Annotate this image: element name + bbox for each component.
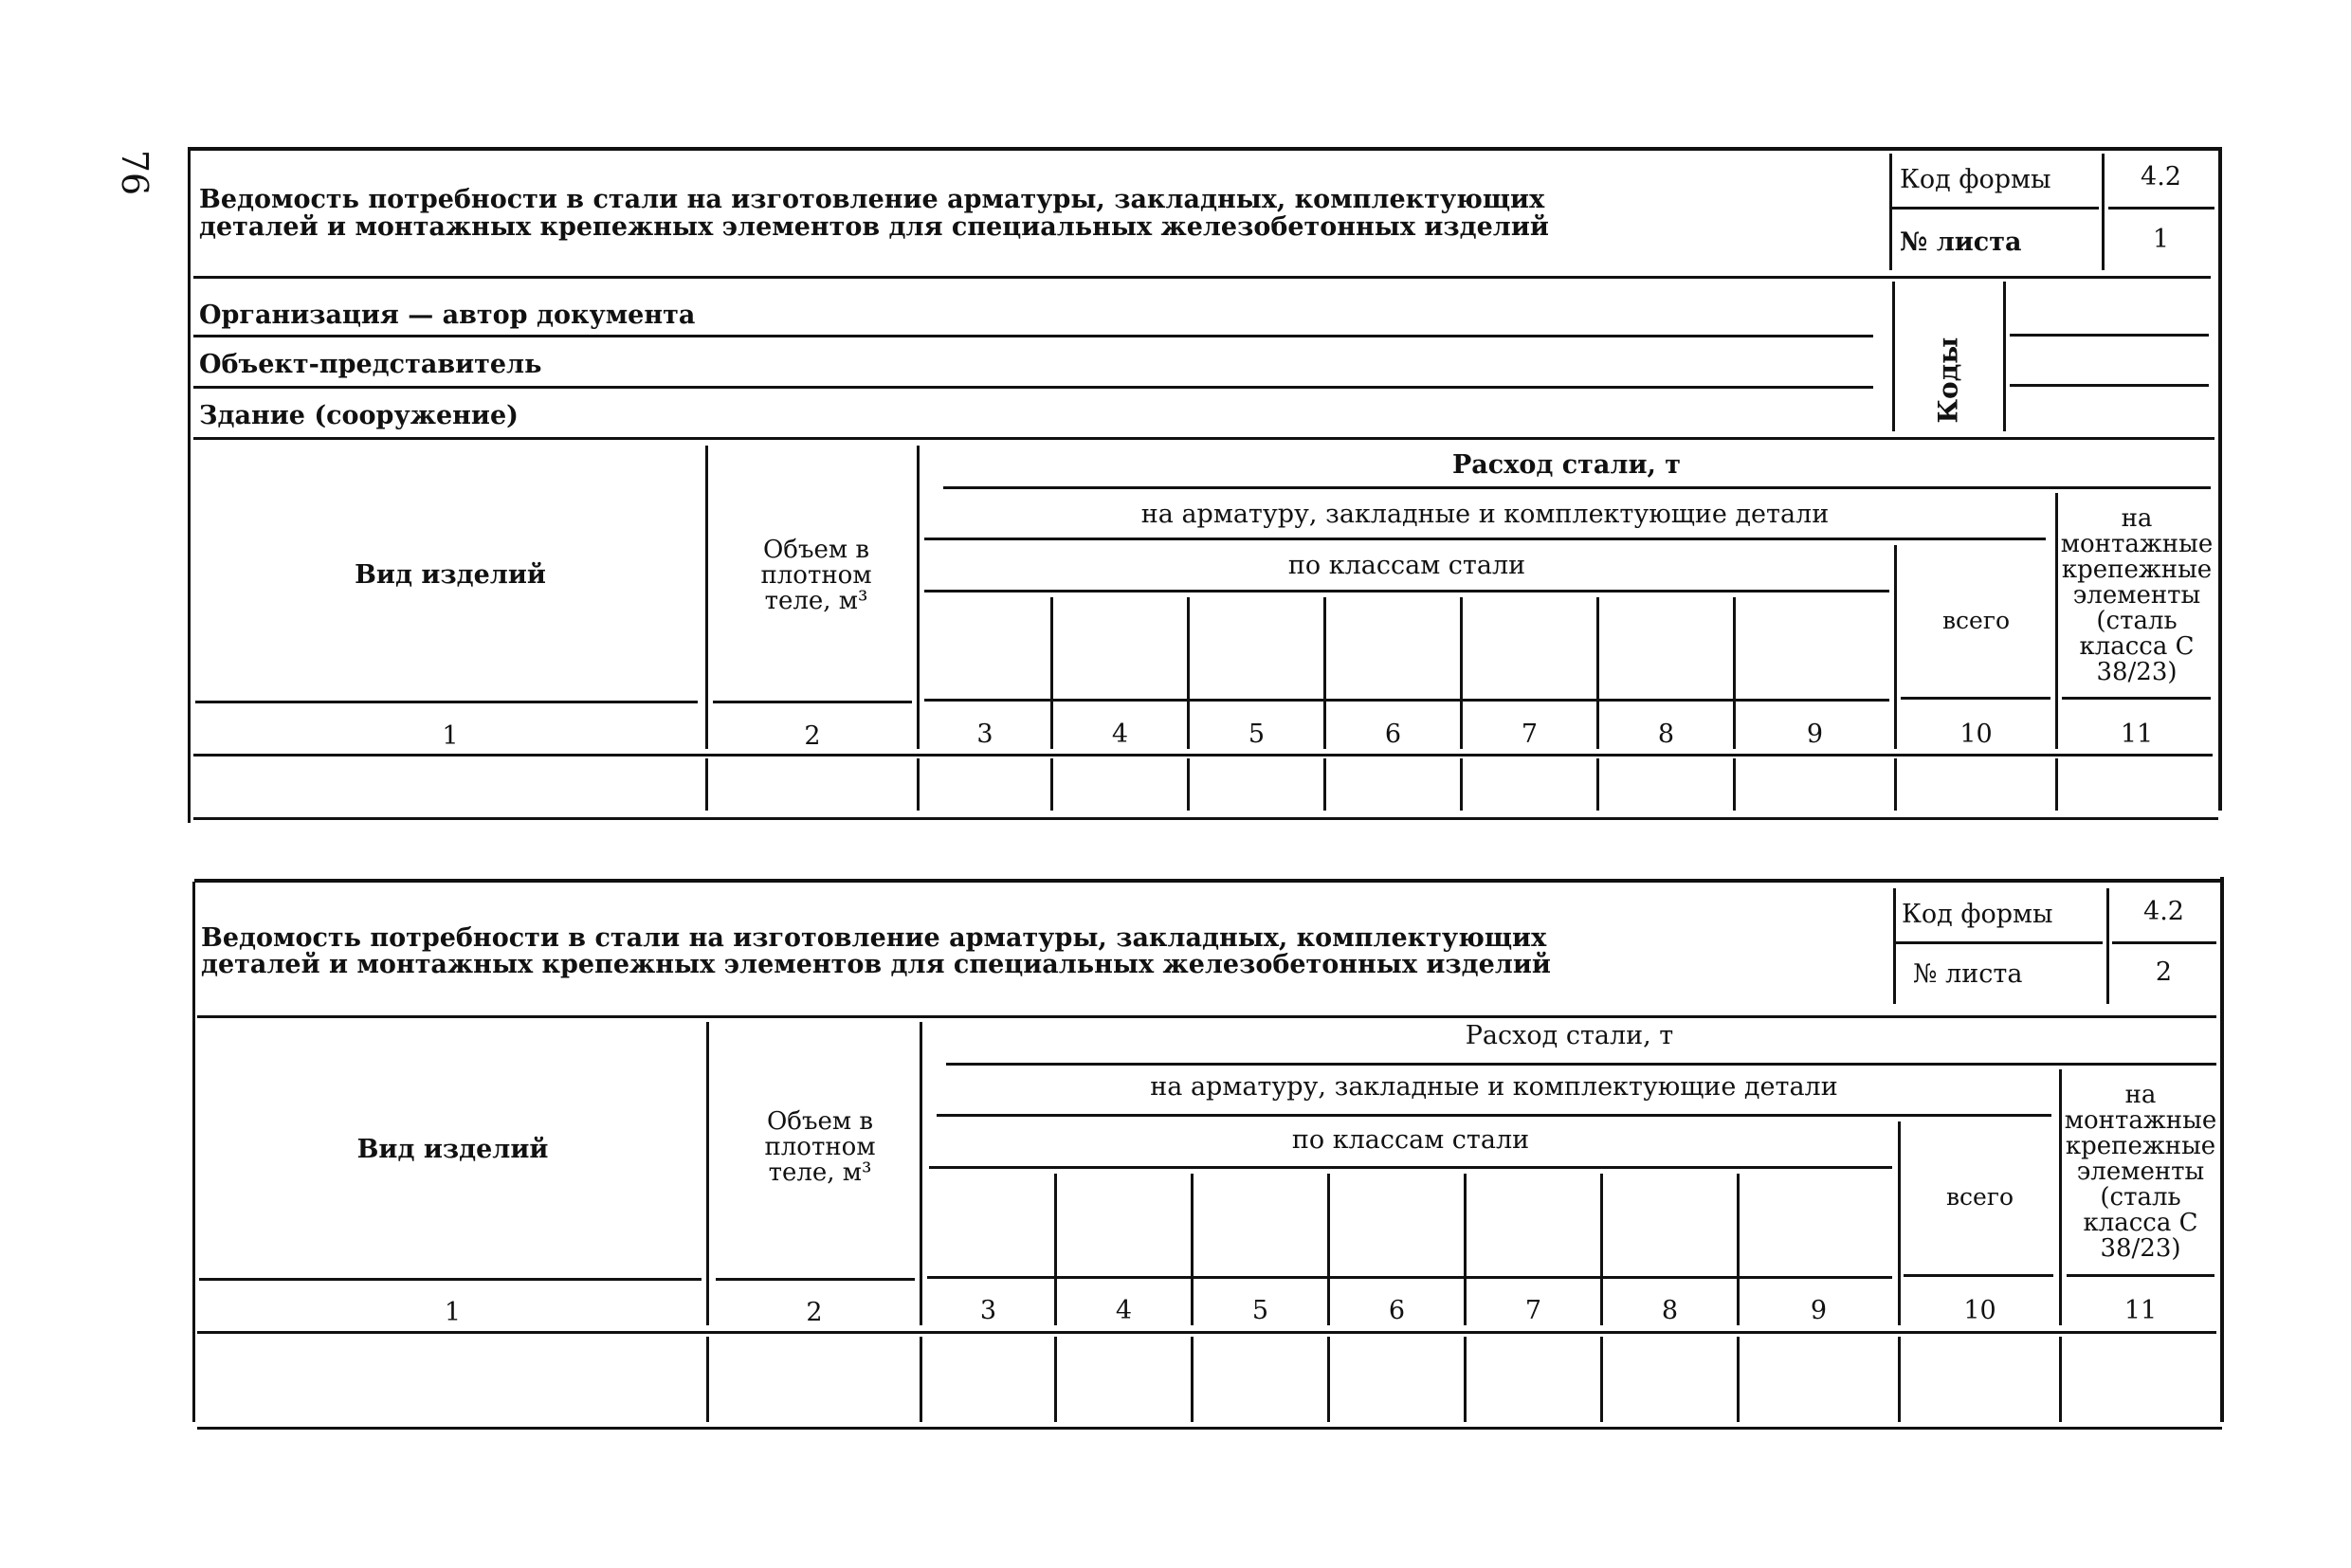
form-1-object-label: Объект-представитель <box>199 350 542 379</box>
form-1-sheet-label: № листа <box>1900 228 2022 257</box>
form-2-col-6: 6 <box>1388 1296 1406 1325</box>
form-1-code-label: Код формы <box>1900 165 2051 194</box>
form-1-header-product-type: Вид изделий <box>355 560 546 590</box>
form-1-header-total: всего <box>1941 607 2011 634</box>
form-2-col-4: 4 <box>1115 1296 1133 1325</box>
form-1-col-7: 7 <box>1521 720 1539 749</box>
form-2-col-10: 10 <box>1963 1296 1996 1325</box>
form-2-header-steel-consumption: Расход стали, т <box>1465 1021 1674 1050</box>
form-1-col-2: 2 <box>804 721 821 751</box>
form-2-header-volume: Объем в плотном теле, м³ <box>764 1107 876 1187</box>
form-1-header-mounting: на монтажные крепежные элементы (сталь класса С 38/23) <box>2060 504 2214 686</box>
form-2-col-5: 5 <box>1251 1296 1269 1325</box>
form-1-col-4: 4 <box>1111 720 1129 749</box>
form-1-building-label: Здание (сооружение) <box>199 401 519 430</box>
form-1-org-label: Организация — автор документа <box>199 301 696 330</box>
form-2-col-3: 3 <box>979 1296 997 1325</box>
page-number: 76 <box>114 149 156 196</box>
form-2-header-mounting: на монтажные крепежные элементы (сталь класса С 38/23) <box>2064 1081 2217 1263</box>
form-1-col-3: 3 <box>976 720 993 749</box>
form-2-code-label: Код формы <box>1902 900 2053 929</box>
form-1-col-9: 9 <box>1806 720 1824 749</box>
form-2-col-2: 2 <box>806 1298 823 1327</box>
form-1-col-5: 5 <box>1248 720 1266 749</box>
form-2-header-total: всего <box>1945 1183 2014 1211</box>
form-2-col-7: 7 <box>1524 1296 1542 1325</box>
form-2-col-11: 11 <box>2123 1296 2158 1325</box>
form-1-codes-label: Коды <box>1932 337 1964 424</box>
form-2-code-value: 4.2 <box>2143 897 2184 926</box>
form-2-sheet-value: 2 <box>2155 957 2173 987</box>
form-1-title-line-2: деталей и монтажных крепежных элементов для специальных железобетонных изделий <box>199 212 1549 242</box>
form-1-header-by-steel-class: по классам стали <box>1287 551 1526 580</box>
form-1-col-6: 6 <box>1384 720 1402 749</box>
form-1-col-10: 10 <box>1959 720 1993 749</box>
form-1-col-11: 11 <box>2120 720 2154 749</box>
form-2-col-1: 1 <box>444 1298 462 1327</box>
form-2-header-rebar-parts: на арматуру, закладные и комплектующие детали <box>1150 1072 1838 1102</box>
form-2-sheet-label: № листа <box>1913 959 2023 989</box>
form-2-title-line-1: Ведомость потребности в стали на изготовление арматуры, закладных, комплектующих <box>201 923 1547 953</box>
form-1-code-value: 4.2 <box>2141 162 2181 191</box>
form-1-header-steel-consumption: Расход стали, т <box>1452 450 1681 480</box>
form-1-header-volume: Объем в плотном теле, м³ <box>760 536 872 615</box>
form-2-header-by-steel-class: по классам стали <box>1291 1125 1530 1155</box>
form-2-col-9: 9 <box>1810 1296 1828 1325</box>
form-1-header-rebar-parts: на арматуру, закладные и комплектующие детали <box>1140 500 1830 529</box>
form-2-header-product-type: Вид изделий <box>356 1135 549 1164</box>
form-2-col-8: 8 <box>1661 1296 1679 1325</box>
form-1-col-1: 1 <box>442 721 459 751</box>
form-1-sheet-value: 1 <box>2152 225 2170 254</box>
form-2-title-line-2: деталей и монтажных крепежных элементов для специальных железобетонных изделий <box>201 950 1551 979</box>
form-1-col-8: 8 <box>1657 720 1675 749</box>
form-1-title-line-1: Ведомость потребности в стали на изготовление арматуры, закладных, комплектующих <box>199 185 1545 214</box>
